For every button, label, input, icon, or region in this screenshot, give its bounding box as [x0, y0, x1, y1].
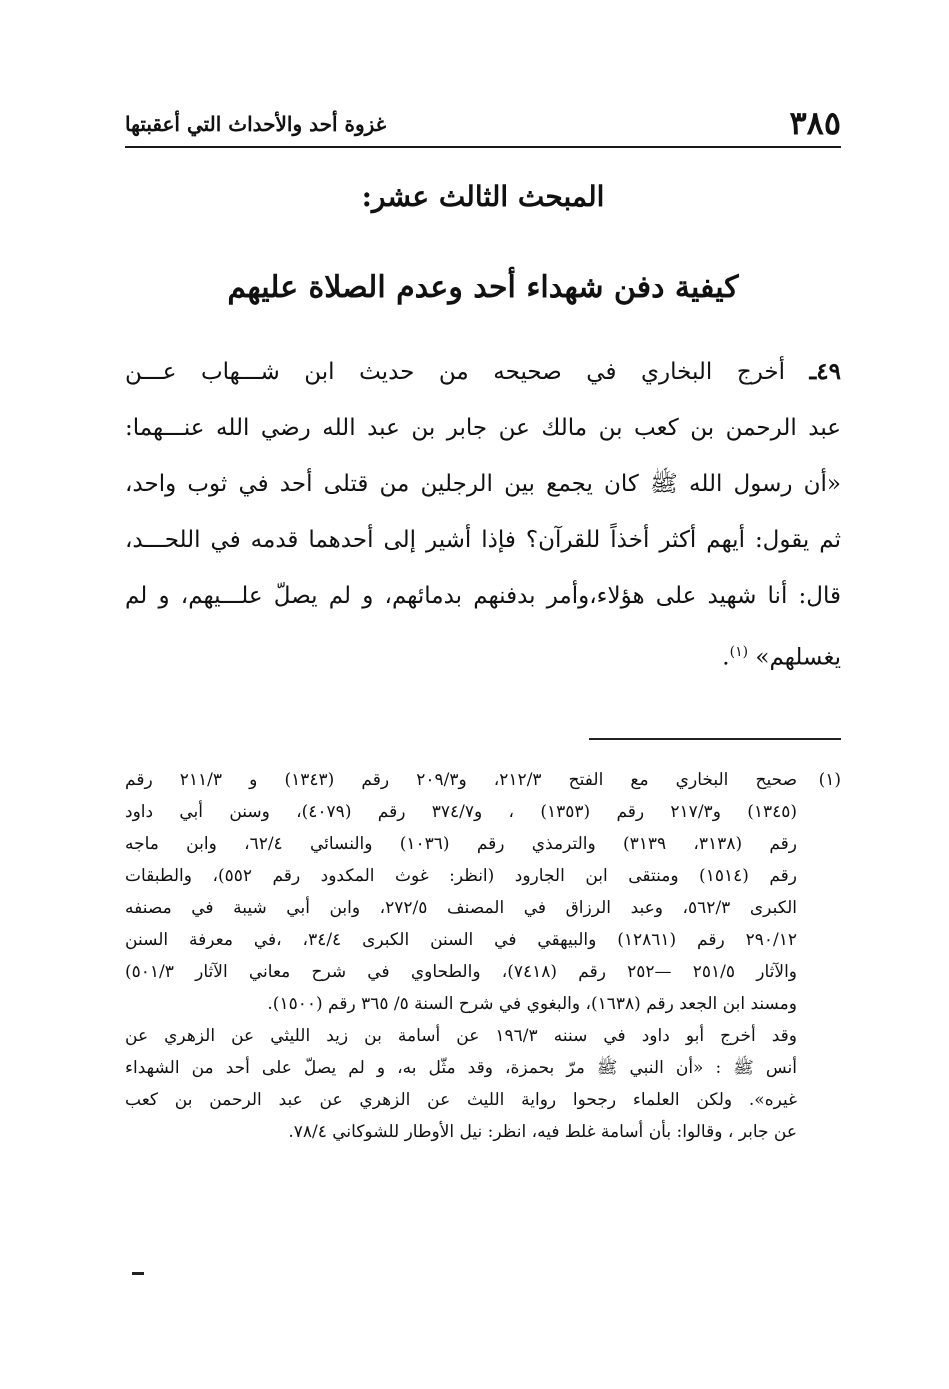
- footnote-line: (١٣٤٥) و٢١٧/٣ رقم (١٣٥٣) ، و٣٧٤/٧ رقم (٤٠٧٩)، وسنن أبي داود: [125, 802, 798, 822]
- page-number: ٣٨٥: [789, 104, 841, 142]
- footnote-line: [125, 764, 841, 796]
- item-number: ٤٩ـ: [809, 358, 842, 385]
- section-label: المبحث الثالث عشر:: [361, 180, 605, 213]
- body-line: «أن رسول الله ﷺ كان يجمع بين الرجلين من قتلى أحد في ثوب واحد،: [125, 471, 841, 497]
- footnote-line: رقم (٣١٣٨، ٣١٣٩) والترمذي رقم (١٠٣٦) والنسائي ٦٢/٤، وابن ماجه: [125, 834, 798, 854]
- footnote-line: عن جابر ، وقالوا: بأن أسامة غلط فيه، انظر: نيل الأوطار للشوكاني ٧٨/٤.: [288, 1122, 797, 1142]
- body-line: [125, 624, 841, 680]
- footnote-line: ٢٩٠/١٢ رقم (١٢٨٦١) والبيهقي في السنن الكبرى ٣٤/٤، ،في معرفة السنن: [125, 930, 797, 950]
- body-line: ثم يقول: أيهم أكثر أخذاً للقرآن؟ فإذا أشير إلى أحدهما قدمه في اللحـــد،: [125, 527, 841, 553]
- footnote-line: أنس ﷺ : «أن النبي ﷺ مرّ بحمزة، وقد مثّل به، و لم يصلّ على أحد من الشهداء: [125, 1058, 797, 1078]
- footnote-line: غيره». ولكن العلماء رجحوا رواية الليث عن الزهري عن عبد الرحمن بن كعب: [125, 1090, 797, 1110]
- body-line: عبد الرحمن بن كعب بن مالك عن جابر بن عبد الله رضي الله عنـــهما:: [125, 415, 841, 441]
- body-line: [125, 344, 841, 400]
- footnotes: [125, 764, 841, 1148]
- footnote-number: (١): [818, 770, 842, 790]
- page-header: [125, 102, 841, 148]
- section-title: كيفية دفن شهداء أحد وعدم الصلاة عليهم: [227, 270, 739, 305]
- body-line: قال: أنا شهيد على هؤلاء،وأمر بدفنهم بدمائهم، و لم يصلّ علـــيهم، و لم: [125, 583, 841, 609]
- body-line-text: أخرج البخاري في صحيحه من حديث ابن شـــهاب عـــن: [125, 359, 785, 385]
- end-mark: [132, 1272, 144, 1275]
- footnote-line: ومسند ابن الجعد رقم (١٦٣٨)، والبغوي في شرح السنة ٥/ ٣٦٥ رقم (١٥٠٠).: [267, 994, 797, 1014]
- body-paragraph: [125, 344, 841, 680]
- body-line-tail: .: [722, 644, 730, 671]
- footnote-line: رقم (١٥١٤) ومنتقى ابن الجارود (انظر: غوث المكدود رقم ٥٥٢)، والطبقات: [125, 866, 797, 886]
- footnote-text: صحيح البخاري مع الفتح ٢١٢/٣، و٢٠٩/٣ رقم (١٣٤٣) و ٢١١/٣ رقم: [125, 770, 798, 790]
- footnote-line: وقد أخرج أبو داود في سننه ١٩٦/٣ عن أسامة بن زيد الليثي عن الزهري عن: [125, 1026, 798, 1046]
- footnote-line: والآثار ٢٥١/٥ —٢٥٢ رقم (٧٤١٨)، والطحاوي في شرح معاني الآثار ٥٠١/٣): [125, 962, 797, 982]
- footnote-reference: (١): [729, 644, 749, 660]
- footnote-divider: [589, 738, 841, 740]
- body-line-text: يغسلهم»: [755, 644, 841, 671]
- footnote-line: الكبرى ٥٦٢/٣، وعبد الرزاق في المصنف ٢٧٢/٥، وابن أبي شيبة في مصنفه: [125, 898, 797, 918]
- running-title: غزوة أحد والأحداث التي أعقبتها: [125, 112, 387, 136]
